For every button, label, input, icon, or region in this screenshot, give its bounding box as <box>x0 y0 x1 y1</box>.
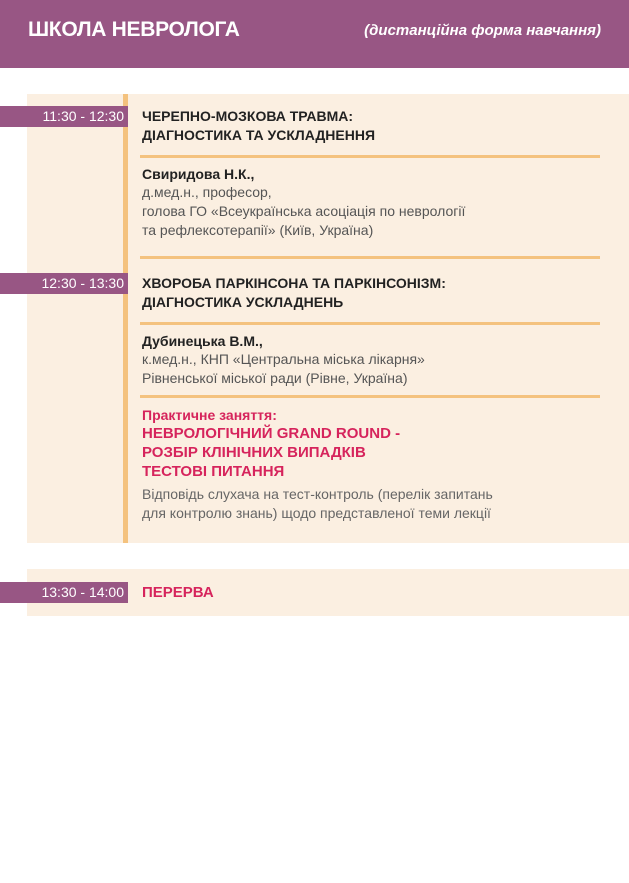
practice-description <box>142 485 493 523</box>
timeline-divider <box>123 94 128 543</box>
break-label: ПЕРЕРВА <box>142 584 214 601</box>
time-badge: 13:30 - 14:00 <box>0 582 128 603</box>
session-title-line: ДІАГНОСТИКА УСКЛАДНЕНЬ <box>142 294 344 310</box>
speaker-info-line: д.мед.н., професор, <box>142 184 272 200</box>
speaker-name: Свиридова Н.К., <box>142 166 255 182</box>
session-title <box>142 107 375 145</box>
session-title-line: ЧЕРЕПНО-МОЗКОВА ТРАВМА: <box>142 108 354 124</box>
speaker-info-line: голова ГО «Всеукраїнська асоціація по неврології <box>142 203 466 219</box>
practice-title-line: НЕВРОЛОГІЧНИЙ GRAND ROUND - <box>142 425 401 442</box>
speaker-info <box>142 350 425 388</box>
practice-description-line: Відповідь слухача на тест-контроль (перелік запитань <box>142 486 493 502</box>
page-title: ШКОЛА НЕВРОЛОГА <box>28 18 240 41</box>
header-bar <box>0 0 629 68</box>
practice-label: Практичне заняття: <box>142 407 277 423</box>
divider <box>140 256 600 259</box>
time-badge: 12:30 - 13:30 <box>0 273 128 294</box>
practice-description-line: для контролю знань) щодо представленої теми лекції <box>142 505 491 521</box>
practice-title-line: ТЕСТОВІ ПИТАННЯ <box>142 463 285 480</box>
speaker-info-line: Рівненської міської ради (Рівне, Україна) <box>142 370 408 386</box>
time-badge: 11:30 - 12:30 <box>0 106 128 127</box>
divider <box>140 155 600 158</box>
speaker-info <box>142 183 465 240</box>
speaker-info-line: к.мед.н., КНП «Центральна міська лікарня» <box>142 351 425 367</box>
practice-title <box>142 424 400 481</box>
divider <box>140 395 600 398</box>
divider <box>140 322 600 325</box>
speaker-name: Дубинецька В.М., <box>142 333 263 349</box>
page-subtitle: (дистанційна форма навчання) <box>364 22 601 39</box>
session-title-line: ДІАГНОСТИКА ТА УСКЛАДНЕННЯ <box>142 127 376 143</box>
practice-title-line: РОЗБІР КЛІНІЧНИХ ВИПАДКІВ <box>142 444 366 461</box>
session-title-line: ХВОРОБА ПАРКІНСОНА ТА ПАРКІНСОНІЗМ: <box>142 275 446 291</box>
speaker-info-line: та рефлексотерапії» (Київ, Україна) <box>142 222 374 238</box>
session-title <box>142 274 446 312</box>
